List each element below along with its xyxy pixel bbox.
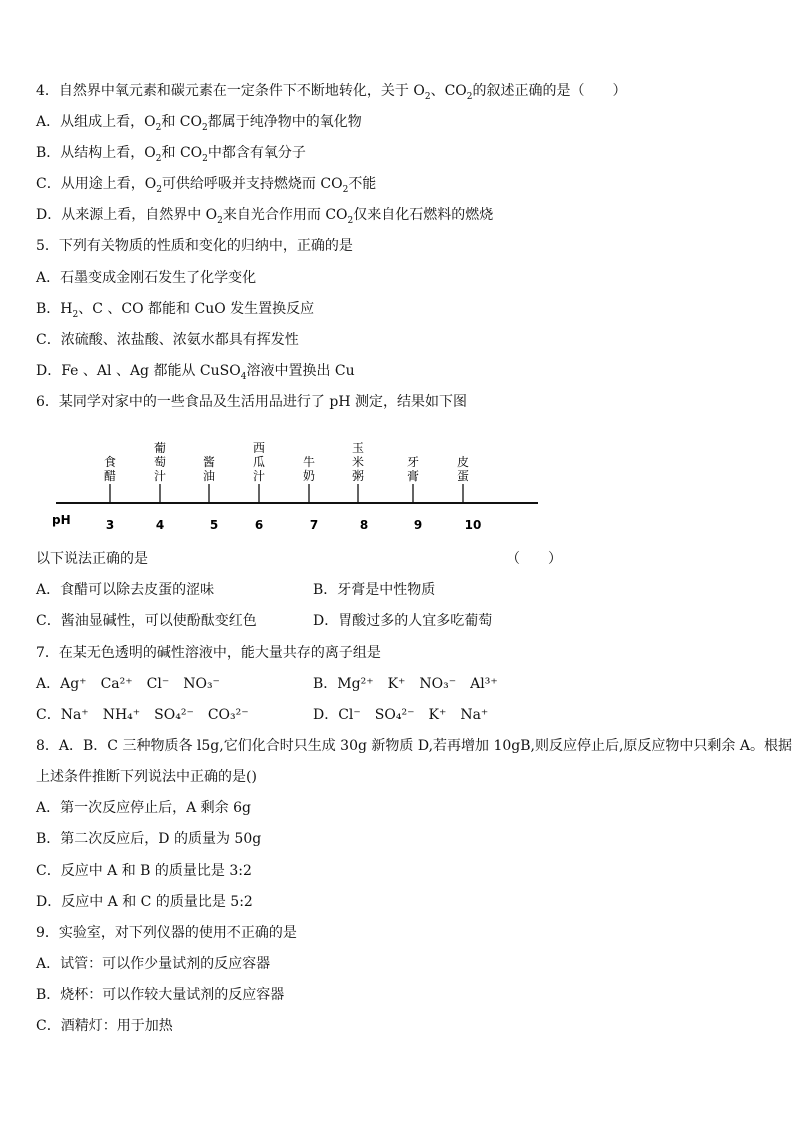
food-label-char: 醋: [103, 469, 117, 483]
q5-option-d[interactable]: D．Fe 、Al 、Ag 都能从 CuSO$_4$溶液中置换出 Cu: [36, 363, 355, 382]
q7-option-c[interactable]: C．Na⁺ NH₄⁺ SO₄²⁻ CO₃²⁻: [36, 707, 249, 723]
q8-stem-line2: 上述条件推断下列说法中正确的是(): [36, 769, 257, 785]
food-label-char: 米: [351, 455, 365, 469]
food-label-char: 萄: [153, 455, 167, 469]
q5-option-a[interactable]: A．石墨变成金刚石发生了化学变化: [36, 270, 257, 286]
food-label-char: 膏: [406, 469, 420, 483]
q4-option-c[interactable]: C．从用途上看，$O_2$可供给呼吸并支持燃烧而 $CO_2$不能: [36, 176, 377, 195]
q8-option-c[interactable]: C．反应中 A 和 B 的质量比是 3:2: [36, 863, 252, 879]
q9-option-b[interactable]: B．烧杯：可以作较大量试剂的反应容器: [36, 987, 285, 1003]
food-label-char: 牙: [406, 455, 420, 469]
ph-scale-diagram: [46, 430, 546, 540]
q9-option-c[interactable]: C．酒精灯：用于加热: [36, 1018, 173, 1034]
ph-ticks: [104, 440, 481, 532]
q6-option-b[interactable]: B．牙膏是中性物质: [313, 582, 436, 598]
food-label-char: 牛: [302, 455, 316, 469]
ph-value-label: 7: [309, 518, 319, 532]
ph-value-label: 9: [413, 518, 423, 532]
food-label-char: 皮: [456, 455, 470, 469]
food-label-char: 粥: [351, 469, 365, 483]
q7-stem: 7．在某无色透明的碱性溶液中，能大量共存的离子组是: [36, 645, 381, 661]
ph-axis-label: pH: [52, 513, 71, 527]
ph-value-label: 6: [254, 518, 264, 532]
ph-value-label: 4: [155, 518, 165, 532]
q4-stem: 4．自然界中氧元素和碳元素在一定条件下不断地转化，关于 $O_2$、$CO_2$的叙述正确的是（ ）: [36, 83, 627, 102]
food-label-char: 汁: [252, 469, 266, 483]
q5-option-b[interactable]: B．$H_2$、C 、CO 都能和 CuO 发生置换反应: [36, 301, 315, 320]
q8-option-b[interactable]: B．第二次反应后，D 的质量为 50g: [36, 831, 262, 847]
q8-stem-line1: 8．A．B．C 三种物质各 l5g,它们化合时只生成 30g 新物质 D,若再增加 10gB,则反应停止后,原反应物中只剩余 A。根据: [36, 738, 792, 754]
q6-option-a[interactable]: A．食醋可以除去皮蛋的涩味: [36, 582, 215, 598]
q6-question: 以下说法正确的是: [36, 551, 148, 567]
q5-stem: 5．下列有关物质的性质和变化的归纳中，正确的是: [36, 238, 353, 254]
q4-option-d[interactable]: D．从来源上看，自然界中 $O_2$来自光合作用而 $CO_2$仅来自化石燃料的燃烧: [36, 207, 494, 226]
q9-stem: 9．实验室，对下列仪器的使用不正确的是: [36, 925, 297, 941]
q6-option-d[interactable]: D．胃酸过多的人宜多吃葡萄: [313, 613, 493, 629]
food-label-char: 玉: [351, 441, 365, 455]
ph-value-label: 8: [359, 518, 369, 532]
q7-option-a[interactable]: A．Ag⁺ Ca²⁺ Cl⁻ NO₃⁻: [36, 676, 220, 692]
q4-option-a[interactable]: A．从组成上看，$O_2$和 $CO_2$都属于纯净物中的氧化物: [36, 114, 362, 133]
q7-option-b[interactable]: B．Mg²⁺ K⁺ NO₃⁻ Al³⁺: [313, 676, 498, 692]
food-label-char: 葡: [153, 441, 167, 455]
food-label-char: 瓜: [252, 455, 266, 469]
q8-option-d[interactable]: D．反应中 A 和 C 的质量比是 5:2: [36, 894, 253, 910]
q4-option-b[interactable]: B．从结构上看，$O_2$和 $CO_2$中都含有氧分子: [36, 145, 306, 164]
food-label-char: 酱: [202, 455, 216, 469]
food-label-char: 奶: [302, 469, 316, 483]
ph-value-label: 5: [209, 518, 219, 532]
food-label-char: 油: [202, 469, 216, 483]
food-label-char: 蛋: [456, 469, 470, 483]
q8-option-a[interactable]: A．第一次反应停止后，A 剩余 6g: [36, 800, 251, 816]
ph-value-label: 10: [464, 518, 482, 532]
q6-stem: 6．某同学对家中的一些食品及生活用品进行了 pH 测定，结果如下图: [36, 394, 467, 410]
q6-option-c[interactable]: C．酱油显碱性，可以使酚酞变红色: [36, 613, 257, 629]
ph-value-label: 3: [105, 518, 115, 532]
food-label-char: 西: [252, 441, 266, 455]
food-label-char: 食: [103, 455, 117, 469]
q9-option-a[interactable]: A．试管：可以作少量试剂的反应容器: [36, 956, 271, 972]
answer-parenthesis: （ ）: [506, 551, 562, 567]
food-label-char: 汁: [153, 469, 167, 483]
q7-option-d[interactable]: D．Cl⁻ SO₄²⁻ K⁺ Na⁺: [313, 707, 489, 723]
q5-option-c[interactable]: C．浓硫酸、浓盐酸、浓氨水都具有挥发性: [36, 332, 299, 348]
